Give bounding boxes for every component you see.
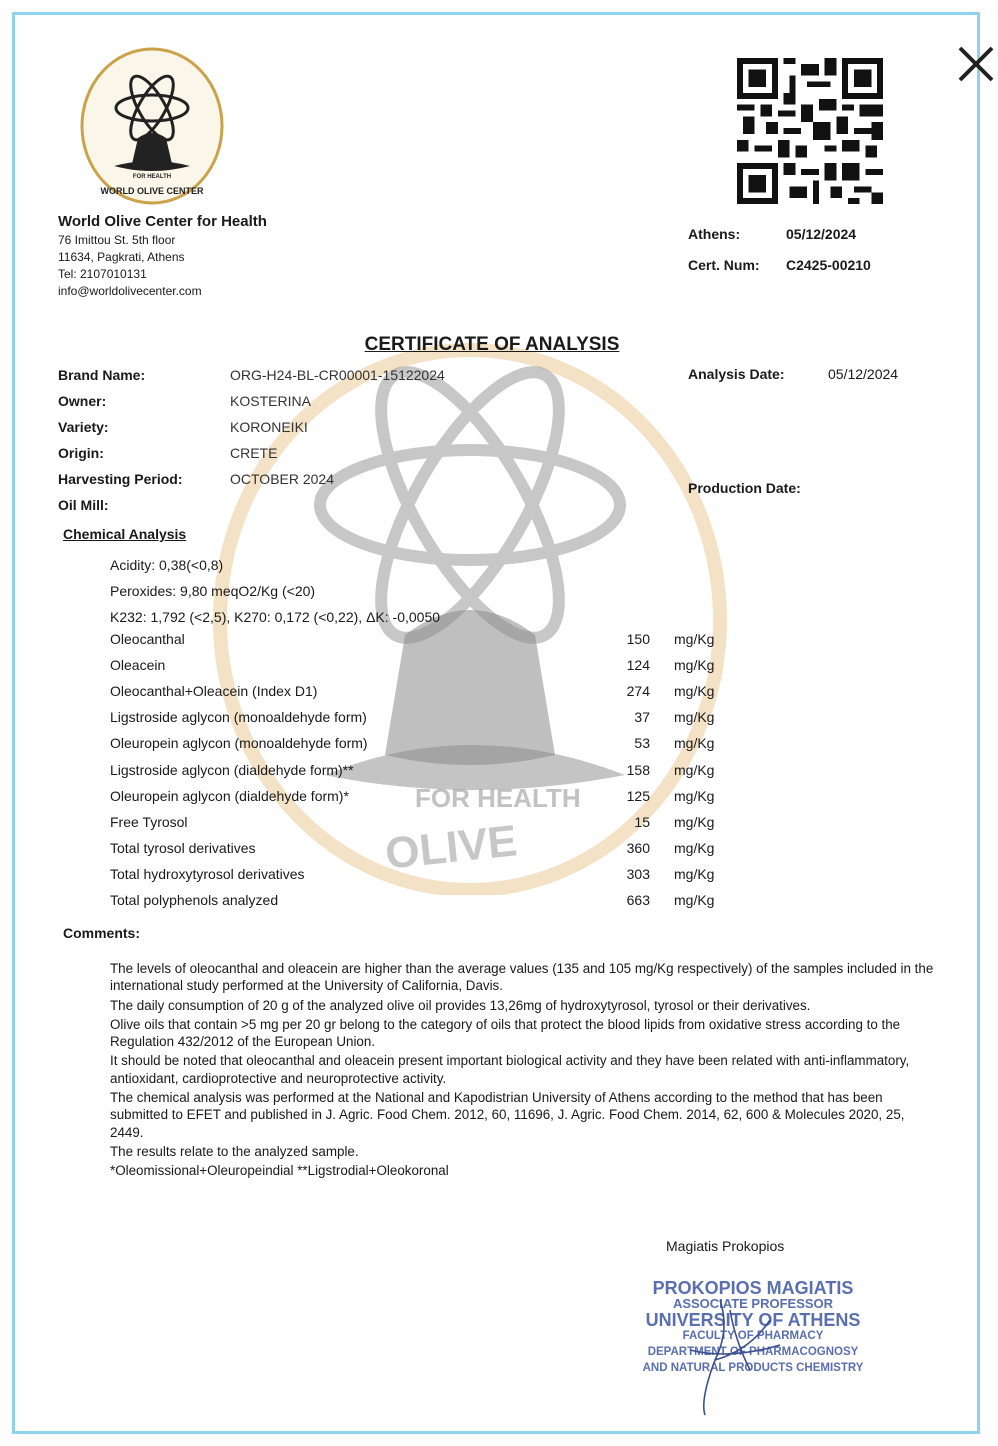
comment-paragraph: The chemical analysis was performed at the National and Kapodistrian University of Athens according to the method that has been submitted to EFET and published in J. Agric. Food Chem. 2012, 60, 11696, J. Agric. Food Chem. 2014, 62, 600 & Molecules 2020, 25, 2449. xyxy=(110,1090,905,1140)
comment-paragraph: *Oleomissional+Oleuropeindial **Ligstrodial+Oleokoronal xyxy=(110,1163,449,1179)
info-row-variety: Variety: KORONEIKI xyxy=(58,419,308,435)
k-values: K232: 1,792 (<2,5), K270: 0,172 (<0,22), ΔK: -0,0050 xyxy=(110,609,441,625)
organization-address-line1: 76 Imittou St. 5th floor xyxy=(58,233,176,247)
certificate-meta xyxy=(688,226,871,288)
issue-date: 05/12/2024 xyxy=(786,226,857,242)
comment-paragraph: It should be noted that oleocanthal and oleacein present important biological activity and they have been related with anti-inflammatory, antioxidant, cardioprotective and neuroprotective activity. xyxy=(110,1053,910,1086)
chemical-parameters xyxy=(110,552,440,630)
comment-paragraph: The results relate to the analyzed sample. xyxy=(110,1143,359,1159)
official-stamp: PROKOPIOS MAGIATIS ASSOCIATE PROFESSOR UNIVERSITY OF ATHENS FACULTY OF PHARMACY DEPARTMENT OF PHARMACOGNOSY AND NATURAL PRODUCTS CHEMISTRY xyxy=(642,1278,864,1374)
analysis-date: Analysis Date: 05/12/2024 xyxy=(688,366,899,382)
organization-name: World Olive Center for Health xyxy=(58,213,267,230)
peroxides: Peroxides: 9,80 meqO2/Kg (<20) xyxy=(110,583,316,599)
comments-heading: Comments: xyxy=(63,925,141,941)
table-row: Oleuropein aglycon (monoaldehyde form) 53 mg/Kg xyxy=(110,735,715,752)
info-row-origin: Origin: CRETE xyxy=(58,445,278,461)
table-row: Total tyrosol derivatives 360 mg/Kg xyxy=(110,839,715,856)
close-icon[interactable] xyxy=(956,44,996,84)
cert-number-label: Cert. Num: xyxy=(688,257,760,273)
page-title: CERTIFICATE OF ANALYSIS xyxy=(364,334,620,355)
qr-code-icon xyxy=(735,58,885,204)
table-row: Ligstroside aglycon (monoaldehyde form) 37 mg/Kg xyxy=(110,709,715,726)
polyphenols-table xyxy=(110,626,714,913)
comment-paragraph: Olive oils that contain >5 mg per 20 gr belong to the category of oils that protect the blood lipids from oxidative stress according to the Regulation 432/2012 of the European Union. xyxy=(110,1016,901,1050)
table-row: Ligstroside aglycon (dialdehyde form)** 158 mg/Kg xyxy=(110,761,715,778)
info-row-brand: Brand Name: ORG-H24-BL-CR00001-15122024 xyxy=(58,367,445,383)
info-row-owner: Owner: KOSTERINA xyxy=(58,393,311,409)
table-row: Oleacein 124 mg/Kg xyxy=(110,657,715,674)
table-row: Free Tyrosol 15 mg/Kg xyxy=(110,813,715,830)
city-label: Athens: xyxy=(688,226,741,242)
table-row: Oleuropein aglycon (dialdehyde form)* 125 mg/Kg xyxy=(110,787,715,804)
organization-phone: Tel: 2107010131 xyxy=(58,267,147,281)
comment-paragraph: The daily consumption of 20 g of the analyzed olive oil provides 13,26mg of hydroxytyrosol, tyrosol or their derivatives. xyxy=(110,997,811,1013)
handwritten-signature-icon xyxy=(660,1290,800,1420)
organization-address-line2: 11634, Pagkrati, Athens xyxy=(58,250,185,264)
organization-info xyxy=(58,212,267,300)
comment-paragraph: The levels of oleocanthal and oleacein are higher than the average values (135 and 105 mg/Kg respectively) of the samples included in the international study performed at the University of California, Davis. xyxy=(110,961,934,994)
info-row-harvest: Harvesting Period: OCTOBER 2024 xyxy=(58,471,335,487)
cert-number: C2425-00210 xyxy=(786,257,871,273)
watermark-subtext: FOR HEALTH xyxy=(415,783,581,813)
svg-text:OLIVE: OLIVE xyxy=(382,816,520,879)
world-olive-center-logo-icon xyxy=(78,46,226,206)
signatory-name: Magiatis Prokopios xyxy=(666,1238,785,1254)
sample-info xyxy=(58,362,445,518)
production-date-label: Production Date: xyxy=(688,480,801,496)
organization-email[interactable]: info@worldolivecenter.com xyxy=(58,284,202,298)
table-row: Oleocanthal+Oleacein (Index D1) 274 mg/Kg xyxy=(110,683,715,700)
logo-text: WORLD OLIVE CENTER xyxy=(100,186,204,196)
comments-body xyxy=(110,960,940,1182)
table-row: Oleocanthal 150 mg/Kg xyxy=(110,631,715,648)
chemical-analysis-heading: Chemical Analysis xyxy=(63,526,187,542)
logo-subtext: FOR HEALTH xyxy=(132,174,172,180)
table-row: Total polyphenols analyzed 663 mg/Kg xyxy=(110,891,715,908)
acidity: Acidity: 0,38(<0,8) xyxy=(110,557,224,573)
info-row-oil-mill: Oil Mill: xyxy=(58,497,109,513)
table-row: Total hydroxytyrosol derivatives 303 mg/Kg xyxy=(110,865,715,882)
